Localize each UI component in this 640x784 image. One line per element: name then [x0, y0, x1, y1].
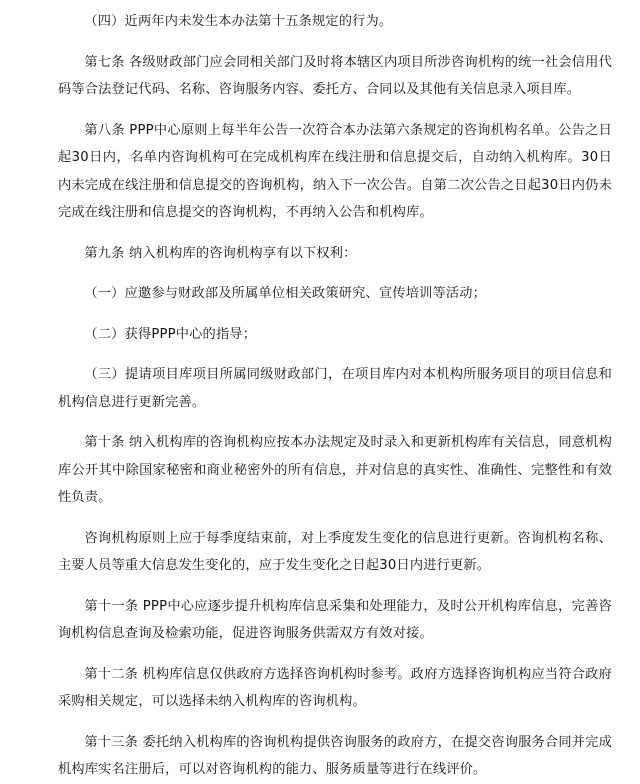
paragraph-article-8: 第八条 PPP中心原则上每半年公告一次符合本办法第六条规定的咨询机构名单。公告之日起30日内，名单内咨询机构可在完成机构库在线注册和信息提交后，自动纳入机构库。30日内未完成在线注册和信息提交的咨询机构，纳入下一次公告。自第二次公告之日起30日内仍未完成在线注册和信息提交的咨询机构，不再纳入公告和机构库。	[58, 122, 612, 220]
document-body	[58, 8, 612, 784]
paragraph-article-10: 第十条 纳入机构库的咨询机构应按本办法规定及时录入和更新机构库有关信息，同意机构库公开其中除国家秘密和商业秘密外的所有信息，并对信息的真实性、准确性、完整性和有效性负责。	[58, 435, 612, 505]
paragraph-article-9: 第九条 纳入机构库的咨询机构享有以下权利：	[84, 245, 357, 261]
paragraph-right-1: （一）应邀参与财政部及所属单位相关政策研究、宣传培训等活动；	[84, 286, 487, 301]
paragraph-article-11: 第十一条 PPP中心应逐步提升机构库信息采集和处理能力，及时公开机构库信息，完善咨询机构信息查询及检索功能，促进咨询服务供需双方有效对接。	[58, 598, 612, 641]
paragraph-right-2: （二）获得PPP中心的指导；	[84, 326, 257, 342]
paragraph-item-4: （四）近两年内未发生本办法第十五条规定的行为。	[84, 14, 393, 29]
paragraph-article-10-note: 咨询机构原则上应于每季度结束前，对上季度发生变化的信息进行更新。咨询机构名称、主要人员等重大信息发生变化的，应于发生变化之日起30日内进行更新。	[58, 530, 612, 573]
paragraph-article-13: 第十三条 委托纳入机构库的咨询机构提供咨询服务的政府方，在提交咨询服务合同并完成机构库实名注册后，可以对咨询机构的能力、服务质量等进行在线评价。	[58, 734, 612, 777]
paragraph-right-3: （三）提请项目库项目所属同级财政部门，在项目库内对本机构所服务项目的项目信息和机构信息进行更新完善。	[58, 367, 612, 410]
paragraph-article-7: 第七条 各级财政部门应会同相关部门及时将本辖区内项目所涉咨询机构的统一社会信用代码等合法登记代码、名称、咨询服务内容、委托方、合同以及其他有关信息录入项目库。	[58, 54, 612, 97]
paragraph-article-12: 第十二条 机构库信息仅供政府方选择咨询机构时参考。政府方选择咨询机构应当符合政府采购相关规定，可以选择未纳入机构库的咨询机构。	[58, 666, 612, 709]
